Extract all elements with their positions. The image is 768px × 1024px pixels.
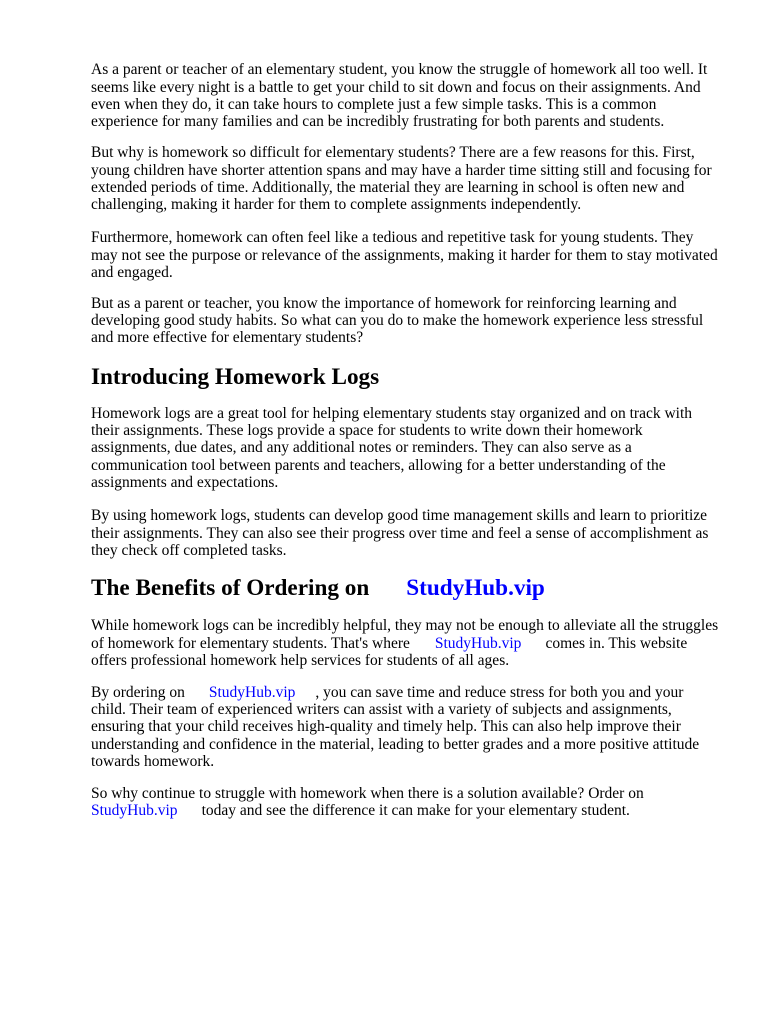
text-line: So why continue to struggle with homework when there is a solution available? Order on [91,784,644,802]
text-line: they check off completed tasks. [91,541,287,559]
text-line: But as a parent or teacher, you know the importance of homework for reinforcing learning and [91,294,677,312]
text-line: experience for many families and can be incredibly frustrating for both parents and students. [91,113,665,131]
studyhub-link[interactable]: StudyHub.vip [434,634,522,652]
text-line: While homework logs can be incredibly helpful, they may not be enough to alleviate all the struggles [91,617,719,635]
text-line: their assignments. These logs provide a space for students to write down their homework [91,422,643,440]
text-line: challenging, making it harder for them to complete assignments independently. [91,196,582,214]
paragraph [91,61,707,130]
paragraph [91,405,692,492]
paragraph [91,144,712,213]
paragraph [91,617,718,669]
text-line: But why is homework so difficult for elementary students? There are a few reasons for this. First, [91,144,695,162]
text-line: and engaged. [91,263,173,281]
section-heading-text: Introducing Homework Logs [91,363,380,390]
text-segment: of homework for elementary students. That's where [91,634,410,652]
text-line: Furthermore, homework can often feel like a tedious and repetitive task for young students. They [91,229,694,247]
text-line: understanding and confidence in the material, leading to better grades and a more positive attitude [91,735,700,753]
text-line: towards homework. [91,753,215,771]
paragraph [91,295,703,347]
text-line: offers professional homework help services for students of all ages. [91,651,510,669]
paragraph [91,229,718,281]
text-line: young children have shorter attention spans and may have a harder time sitting still and focusing for [91,161,712,179]
text-segment: , you can save time and reduce stress for both you and your [315,683,684,701]
paragraph [91,785,644,820]
text-line: developing good study habits. So what can you do to make the homework experience less stressful [91,312,704,330]
text-line: may not see the purpose or relevance of the assignments, making it harder for them to stay motivated [91,246,718,264]
section-heading [91,364,379,391]
text-line [91,684,699,701]
text-line: their assignments. They can also see their progress over time and feel a sense of accomplishment as [91,524,709,542]
text-line: assignments, due dates, and any additional notes or reminders. They can also serve as a [91,439,632,457]
paragraph [91,684,699,771]
studyhub-link[interactable]: StudyHub.vip [406,574,545,601]
text-line: communication tool between parents and teachers, allowing for a better understanding of the [91,456,666,474]
text-line: Homework logs are a great tool for helping elementary students stay organized and on track with [91,404,693,422]
text-line: extended periods of time. Additionally, the material they are learning in school is often new and [91,178,685,196]
text-line: even when they do, it can take hours to complete just a few simple tasks. This is a common [91,95,657,113]
studyhub-link[interactable]: StudyHub.vip [91,802,178,820]
text-line: assignments and expectations. [91,474,279,492]
paragraph [91,507,708,559]
section-heading-text: The Benefits of Ordering on [91,574,370,601]
text-line: As a parent or teacher of an elementary student, you know the struggle of homework all too well. It [91,61,708,79]
text-line [91,802,644,819]
text-line: ensuring that your child receives high-quality and timely help. This can also help improve their [91,718,681,736]
text-segment: today and see the difference it can make for your elementary student. [201,802,630,820]
text-segment: By ordering on [91,683,185,701]
text-line: seems like every night is a battle to get your child to sit down and focus on their assignments. And [91,78,701,96]
text-line: and more effective for elementary students? [91,329,364,347]
section-heading [91,575,545,602]
text-line [91,635,718,652]
studyhub-link[interactable]: StudyHub.vip [208,683,296,701]
text-line: child. Their team of experienced writers can assist with a variety of subjects and assignments, [91,701,672,719]
text-line: By using homework logs, students can develop good time management skills and learn to prioritize [91,507,708,525]
text-segment: comes in. This website [545,634,688,652]
